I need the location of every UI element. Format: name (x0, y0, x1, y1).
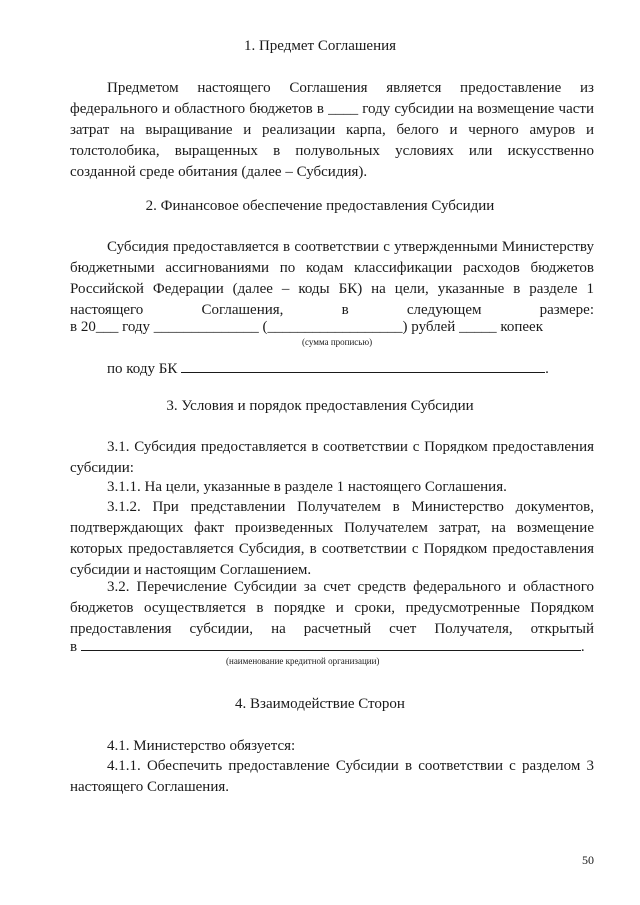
bank-line (70, 636, 594, 658)
section-2-title: 2. Финансовое обеспечение предоставления Субсидии (145, 198, 495, 214)
bank-period: . (580, 639, 585, 655)
amount-caption: (сумма прописью) (302, 337, 373, 347)
bank-caption: (наименование кредитной организации) (226, 656, 380, 666)
clause-4-1: 4.1. Министерство обязуется: (107, 738, 296, 754)
section-2-paragraph: Субсидия предоставляется в соответствии с утвержденными Министерству бюджетными ассигнованиями по кодам классификации расходов бюджетов Российской Федерации (далее – коды БК) на цели, указанные в разделе 1 настоящего Соглашения, в следующем размере: (70, 239, 594, 318)
bk-code-period: . (545, 361, 549, 377)
page-number: 50 (582, 853, 594, 867)
section-3-title: 3. Условия и порядок предоставления Субсидии (166, 398, 474, 414)
clause-4-1-1: 4.1.1. Обеспечить предоставление Субсидии в соответствии с разделом 3 настоящего Соглашения. (70, 758, 594, 795)
clause-3-1-2: 3.1.2. При представлении Получателем в Министерство документов, подтверждающих факт произведенных Получателем затрат, на возмещение которых предоставляется Субсидия, в соответствии с Порядком предоставления субсидии и настоящим Соглашением. (70, 499, 594, 578)
clause-3-1: 3.1. Субсидия предоставляется в соответствии с Порядком предоставления субсидии: (70, 439, 594, 476)
section-1-title: 1. Предмет Соглашения (243, 38, 397, 54)
section-1-paragraph: Предметом настоящего Соглашения является предоставление из федерального и областного бюджетов в ____ году субсидии на возмещение части затрат на выращивание и реализации карпа, белого и черного амуров и толстолобика, выращенных в полувольных условиях или искусственно созданной среде обитания (далее – Субсидия). (70, 80, 594, 180)
bk-code-label: по коду БК (107, 361, 178, 377)
clause-3-1-1: 3.1.1. На цели, указанные в разделе 1 настоящего Соглашения. (107, 479, 507, 495)
section-4-title: 4. Взаимодействие Сторон (235, 696, 405, 712)
bank-prefix: в (70, 639, 78, 655)
amount-line: в 20___ году ______________ (__________________) рублей _____ копеек (70, 319, 543, 335)
bk-code-line (107, 358, 557, 380)
bk-code-blank (181, 358, 545, 373)
clause-3-2: 3.2. Перечисление Субсидии за счет средств федерального и областного бюджетов осуществляется в порядке и сроки, предусмотренные Порядком предоставления субсидии, на расчетный счет Получателя, открытый (70, 579, 594, 637)
bank-blank (81, 636, 581, 651)
